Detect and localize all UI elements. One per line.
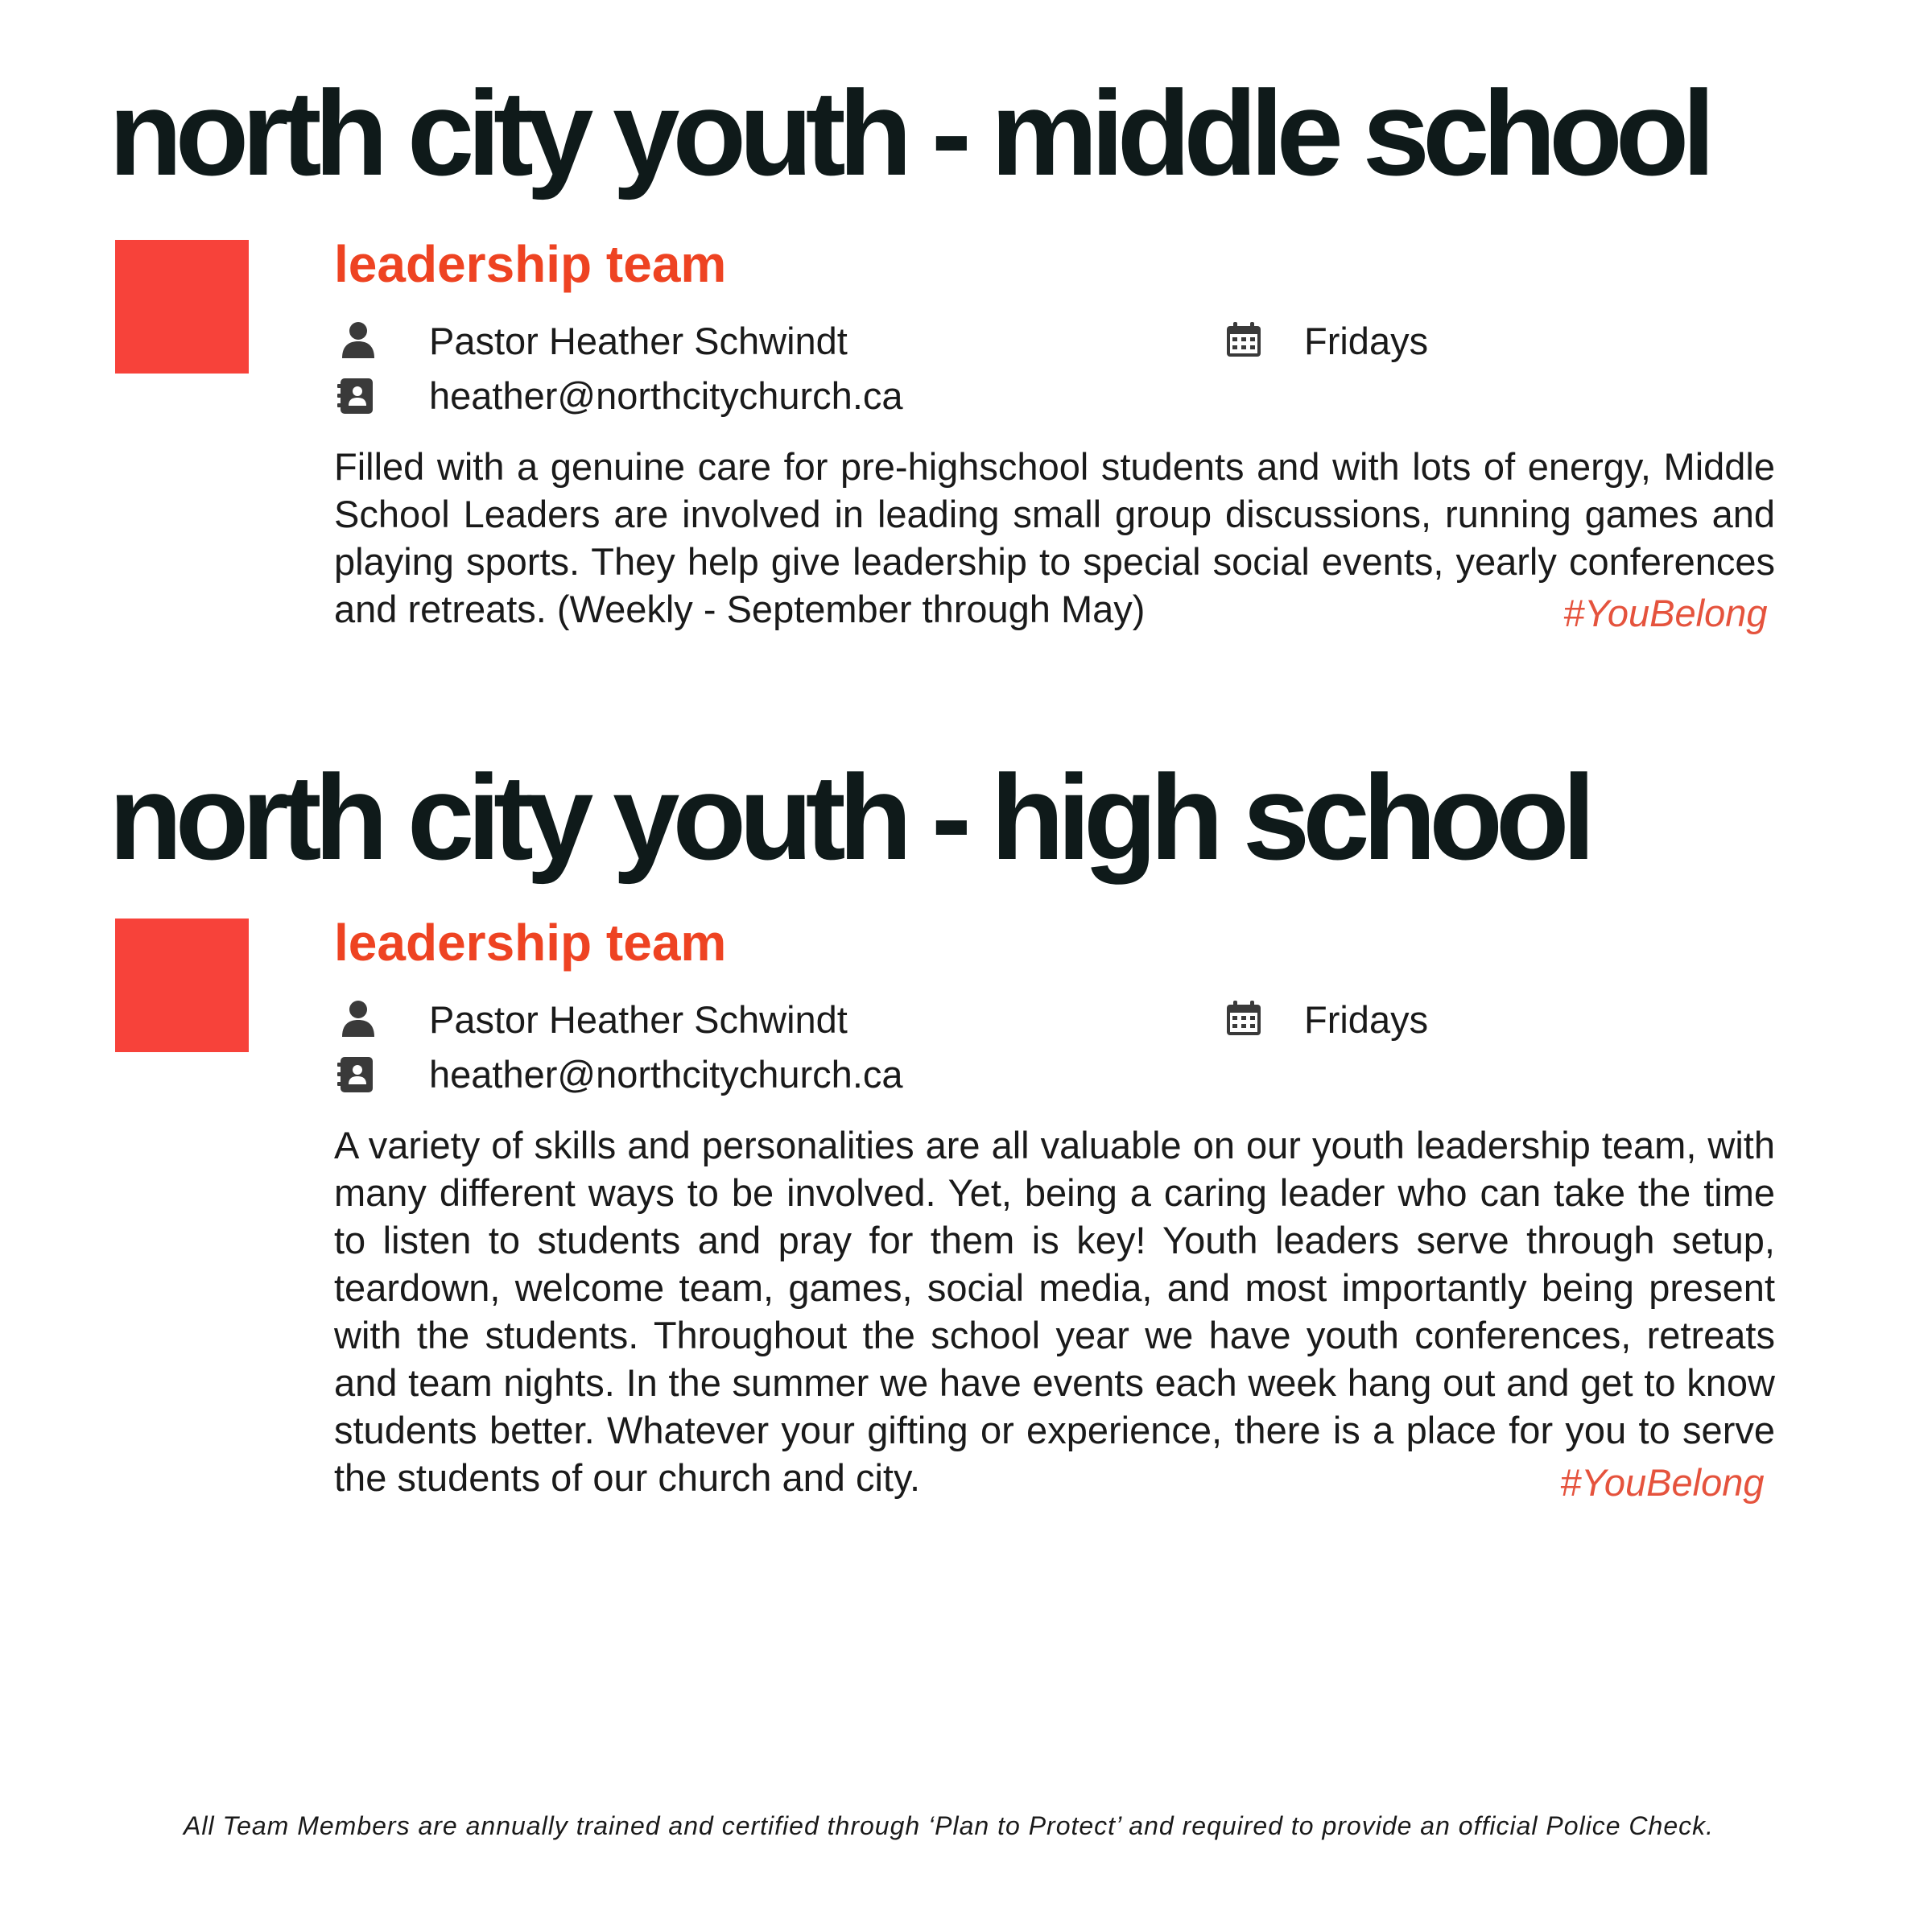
section-description: A variety of skills and personalities are all valuable on our youth leadership team, with many different ways to be involved. Yet, being a caring leader who can take the time to listen to students and pray for them is key! Youth leaders serve through setup, teardown, welcome team, games, social media, and most importantly being present with the students. Throughout the school year we have youth conferences, retreats and team nights. In the summer we have events each week hang out and get to know students better. Whatever your gifting or experience, there is a place for you to serve the students of our church and city. — [334, 1124, 1775, 1499]
contact-email[interactable]: heather@northcitychurch.ca — [429, 374, 903, 417]
person-icon — [338, 998, 378, 1038]
team-label: leadership team — [334, 235, 727, 293]
contact-email[interactable]: heather@northcitychurch.ca — [429, 1053, 903, 1096]
contact-card-icon — [336, 376, 376, 416]
calendar-icon — [1224, 998, 1264, 1038]
accent-square — [115, 240, 249, 374]
section-description: Filled with a genuine care for pre-highschool students and with lots of energy, Middle School Leaders are involved in leading small group discussions, running games and playing sports. They help give leadership to special social events, yearly conferences and retreats. (Weekly - September through May) — [334, 445, 1775, 630]
leader-name: Pastor Heather Schwindt — [429, 320, 848, 362]
meeting-day: Fridays — [1304, 998, 1429, 1041]
meeting-day: Fridays — [1304, 320, 1429, 362]
section-title: north city youth - middle school — [109, 65, 1709, 200]
footnote: All Team Members are annually trained and certified through ‘Plan to Protect’ and required to provide an official Police Check. — [184, 1811, 1715, 1840]
hashtag: #YouBelong — [1563, 592, 1768, 634]
person-icon — [338, 320, 378, 360]
hashtag: #YouBelong — [1560, 1461, 1765, 1504]
contact-card-icon — [336, 1055, 376, 1095]
calendar-icon — [1224, 320, 1264, 360]
team-label: leadership team — [334, 914, 727, 972]
accent-square — [115, 919, 249, 1052]
section-title: north city youth - high school — [109, 749, 1589, 885]
leader-name: Pastor Heather Schwindt — [429, 998, 848, 1041]
